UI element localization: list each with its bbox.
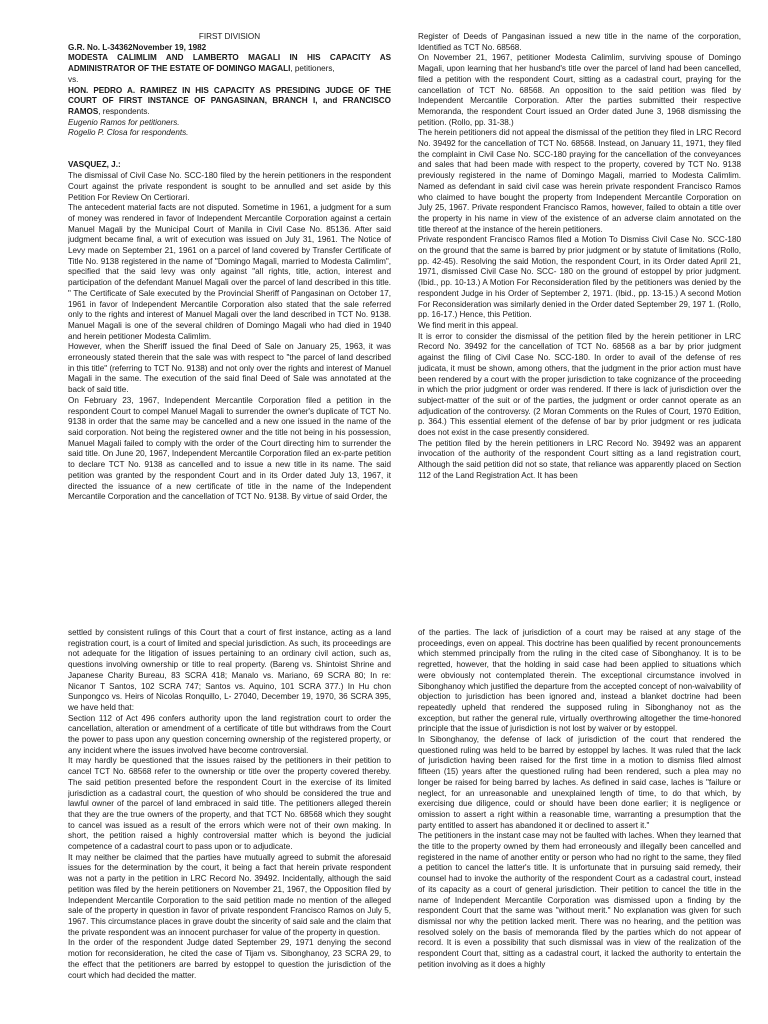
page-2-left-column (68, 628, 391, 1024)
paragraph: It is error to consider the dismissal of the petition filed by the herein petitioner in LRC Record No. 39492 for the cancellation of TCT No. 68568 as a bar by prior judgment against the filing of Civil Case No. SCC-180. In order to avail of the defense of res judicata, it must be shown, among others, that the judgment in the prior action must have been rendered by a court with the proper jurisdiction to take cognizance of the proceeding in which the prior judgment or order was rendered. If there is lack of jurisdiction over the subject-matter of the suit or of the parties, the judgment or order cannot operate as an adjudication of the controversy. (2 Moran Comments on the Rules of Court, 1970 Edition, p. 364.) This essential element of the defense of bar by prior judgment or res judicata does not exist in the case presently considered. (418, 331, 741, 438)
page-1-left-column (68, 32, 391, 572)
petitioners-line (68, 53, 391, 74)
counsel-respondents: Rogelio P. Closa for respondents. (68, 128, 189, 138)
ponente: VASQUEZ, J.: (68, 160, 121, 170)
paragraph: The petitioners in the instant case may not be faulted with laches. When they learned that the title to the property owned by them had erroneously and illegally been cancelled and registered in the name of another entity or person who had no right to the same, they filed a petition to cancel the latter's title. It is unfortunate that in pursuing said remedy, their counsel had to invoke the authority of the respondent Court as a cadastral court, instead of its capacity as a court of general jurisdiction. Their petition to cancel the title in the name of Independent Mercantile Corporation was dismissed upon a finding by the respondent Court that the same was "without merit." No explanation was given for such dismissal nor why the petition lacked merit. There was no hearing, and the petition was resolved solely on the basis of memoranda filed by the parties which do not appear of record. It is even a possibility that such dismissal was in view of the realization of the respondent Court that, sitting as a cadastral court, it lacked the authority to entertain the petition involving as it does a highly (418, 831, 741, 969)
paragraph: Section 112 of Act 496 confers authority upon the land registration court to order the cancellation, alteration or amendment of a certificate of title but withdraws from the Court the power to pass upon any question concerning ownership of the registered property, or any incident where the issues involved have become controversial. (68, 713, 391, 755)
paragraph: In Sibonghanoy, the defense of lack of jurisdiction of the court that rendered the questioned ruling was held to be barred by estoppel by laches. It was ruled that the lack of jurisdiction having been raised for the first time in a motion to dismiss filed almost fifteen (15) years after the questioned ruling had been rendered, such a plea may no longer be raised for being barred by laches. As defined in said case, laches is "failure or neglect, for an unreasonable and unexplained length of time, to do that which, by exercising due diligence, could or should have been done earlier; it is negligence or omission to assert a right within a reasonable time, warranting a presumption that the party entitled to assert has abandoned it or declined to assert it." (418, 735, 741, 830)
paragraph: The herein petitioners did not appeal the dismissal of the petition they filed in LRC Record No. 39492 for the cancellation of TCT No. 68568. Instead, on January 11, 1971, they filed the complaint in Civil Case No. SCC-180 praying for the cancellation of the conveyances and sales that had been made with respect to the property, covered by TCT No. 9138 previously registered in the name of Domingo Magali, married to Modesta Calimlim. Named as defendant in said civil case was herein private respondent Francisco Ramos who claimed to have bought the property from Independent Mercantile Corporation on July 25, 1967. Private respondent Francisco Ramos, however, failed to obtain a title over the property in his name in view of the existence of an adverse claim annotated on the title thereof at the instance of the herein petitioners. (418, 128, 741, 234)
paragraph: On February 23, 1967, Independent Mercantile Corporation filed a petition in the respondent Court to compel Manuel Magali to surrender the owner's duplicate of TCT No. 9138 in order that the same may be cancelled and a new one issued in the name of the said corporation. Not being the registered owner and the title not being in his possession, Manuel Magali failed to comply with the order of the Court directing him to surrender the said title. On June 20, 1967, Independent Mercantile Corporation filed an ex-parte petition to declare TCT No. 9138 as cancelled and to issue a new title in its name. The said petition was granted by the respondent Court and in its Order dated July 13, 1967, it directed the issuance of a new certificate of title in the name of the Independent Mercantile Corporation and the cancellation of TCT No. 9138. By virtue of said Order, the (68, 395, 391, 502)
counsel-petitioners: Eugenio Ramos for petitioners. (68, 117, 180, 127)
paragraph: On November 21, 1967, petitioner Modesta Calimlim, surviving spouse of Domingo Magali, upon learning that her husband's title over the parcel of land had been cancelled, filed a petition with the respondent Court, sitting as a cadastral court, praying for the cancellation of TCT No. 68568. An opposition to the said petition was filed by Independent Mercantile Corporation. After the parties submitted their respective Memoranda, the respondent Court issued an Order dated June 3, 1968 dismissing the petition. (Rollo, pp. 31-38.) (418, 53, 741, 127)
paragraph: The petition filed by the herein petitioners in LRC Record No. 39492 was an apparent invocation of the authority of the respondent Court sitting as a land registration court, Although the said petition did not so state, that reliance was apparently placed on Section 112 of the Land Registration Act. It has been (418, 438, 741, 480)
paragraph: Private respondent Francisco Ramos filed a Motion To Dismiss Civil Case No. SCC-180 on the ground that the same is barred by prior judgment or by statute of limitations (Rollo, pp. 42-45). Resolving the said Motion, the respondent Court, in its Order dated April 21, 1971, dismissed Civil Case No. SCC- 180 on the ground of estoppel by prior judgment. (Ibid., pp. 10-13.) A Motion For Reconsideration filed by the petitioners was denied by the respondent Judge in his Order of September 2, 1971. (Ibid., pp. 13-15.) A second Motion For Reconsideration was similarly denied in the Order dated September 29, 197 1. (Rollo, pp. 16-17.) Hence, this Petition. (418, 235, 741, 320)
case-number: G.R. No. L-34362November 19, 1982 (68, 42, 207, 52)
division-heading: FIRST DIVISION (198, 32, 261, 41)
page-2-right-column (418, 628, 741, 1024)
paragraph: We find merit in this appeal. (418, 320, 519, 330)
paragraph: In the order of the respondent Judge dated September 29, 1971 denying the second motion for reconsideration, he cited the case of Tijam vs. Sibonghanoy, 23 SCRA 29, to the effect that the petitioners are barred by estoppel to question the jurisdiction of the court which had decided the matter. (68, 938, 391, 980)
paragraph: The dismissal of Civil Case No. SCC-180 filed by the herein petitioners in the respondent Court against the private respondent is sought to be annulled and set aside by this Petition For Review On Certiorari. (68, 171, 391, 202)
paragraph: The antecedent material facts are not disputed. Sometime in 1961, a judgment for a sum of money was rendered in favor of Independent Mercantile Corporation against a certain Manuel Magali by the Municipal Court of Manila in Civil Case No. 85136. After said judgment became final, a writ of execution was issued on July 31, 1961. The Notice of Levy made on September 21, 1961 on a parcel of land covered by Transfer Certificate of Title No. 9138 registered in the name of "Domingo Magali, married to Modesta Calimlim", specified that the said levy was only against "all rights, title, action, interest and participation of the defendant Manuel Magali over the parcel of land described in this title. " The Certificate of Sale executed by the Provincial Sheriff of Pangasinan on October 17, 1961 in favor of Independent Mercantile Corporation also stated that the sale referred only to the rights and interest of Manuel Magali over the land described in TCT No. 9138. Manuel Magali is one of the several children of Domingo Magali who had died in 1940 and herein petitioner Modesta Calimlim. (68, 203, 391, 341)
spacer (68, 150, 391, 161)
respondents-suffix: , respondents. (98, 106, 150, 116)
paragraph: Register of Deeds of Pangasinan issued a new title in the name of the corporation, Identified as TCT No. 68568. (418, 32, 741, 52)
respondents-names: HON. PEDRO A. RAMIREZ IN HIS CAPACITY AS PRESIDING JUDGE OF THE COURT OF FIRST INSTANCE OF PANGASINAN, BRANCH I, and FRANCISCO RAMOS (68, 85, 391, 116)
paragraph: settled by consistent rulings of this Court that a court of first instance, acting as a land registration court, is a court of limited and special jurisdiction. As such, its proceedings are not adequate for the litigation of issues pertaining to an ordinary civil action, such as, questions involving ownership or title to real property. (Bareng vs. Shintoist Shrine and Japanese Charity Bureau, 83 SCRA 418; Manalo vs. Mariano, 69 SCRA 80; In re: Nicanor T Santos, 102 SCRA 747; Santos vs. Aquino, 101 SCRA 377.) In Hu chon Sunpongco vs. Heirs of Nicolas Ronquillo, L- 27040, December 19, 1970, 36 SCRA 395, we have held that: (68, 628, 391, 712)
spacer (68, 139, 391, 150)
page-2 (0, 618, 768, 1024)
paragraph: It may hardly be questioned that the issues raised by the petitioners in their petition to cancel TCT No. 68568 refer to the ownership or title over the property covered thereby. The said petition presented before the respondent Court in the exercise of its limited jurisdiction as a cadastral court, the question of who should be considered the true and lawful owner of the parcel of land embraced in said title. The petitioners alleged therein that they are the true owners of the property, and that TCT No. 68568 which they sought to cancel was issued as a result of the errors which were not of their own making. In short, the petition raised a highly controversial matter which is beyond the judicial competence of a cadastral court to pass upon or to adjudicate. (68, 756, 391, 852)
paragraph: of the parties. The lack of jurisdiction of a court may be raised at any stage of the proceedings, even on appeal. This doctrine has been qualified by recent pronouncements which stemmed principally from the ruling in the cited case of Sibonghanoy. It is to be regretted, however, that the holding in said case had been applied to situations which were obviously not contemplated therein. The exceptional circumstance involved in Sibonghanoy which justified the departure from the accepted concept of non-waivability of objection to jurisdiction has been ignored and, instead a blanket doctrine had been repeatedly upheld that rendered the supposed ruling in Sibonghanoy not as the exception, but rather the general rule, virtually overthrowing altogether the time-honored principle that the issue of jurisdiction is not lost by waiver or by estoppel. (418, 628, 741, 734)
page-1-right-column (418, 32, 741, 572)
petitioners-suffix: , petitioners, (290, 64, 335, 74)
paragraph: It may neither be claimed that the parties have mutually agreed to submit the aforesaid issues for the determination by the court, it being a fact that herein private respondent was not a party in the petition in LRC Record No. 39492. Incidentally, although the said petition was filed by the herein petitioners on November 21, 1967, the Opposition filed by Independent Mercantile Corporation to the said petition made no mention of the alleged sale of the property in question in favor of private respondent Francisco Ramos on July 5, 1967. This circumstance places in grave doubt the sincerity of said sale and the claim that the private respondent was an innocent purchaser for value of the property in question. (68, 852, 391, 937)
respondents-line (68, 86, 391, 118)
paragraph: However, when the Sheriff issued the final Deed of Sale on January 25, 1963, it was erroneously stated therein that the sale was with respect to "the parcel of land described in this title" (referring to TCT No. 9138) and not only over the rights and interest of Manuel Magali in the same. The execution of the said final Deed of Sale was annotated at the back of said title. (68, 342, 391, 395)
petitioners-names: MODESTA CALIMLIM AND LAMBERTO MAGALI IN HIS CAPACITY AS ADMINISTRATOR OF THE ESTATE OF DOMINGO MAGALI (68, 53, 391, 74)
versus-label: vs. (68, 74, 79, 84)
